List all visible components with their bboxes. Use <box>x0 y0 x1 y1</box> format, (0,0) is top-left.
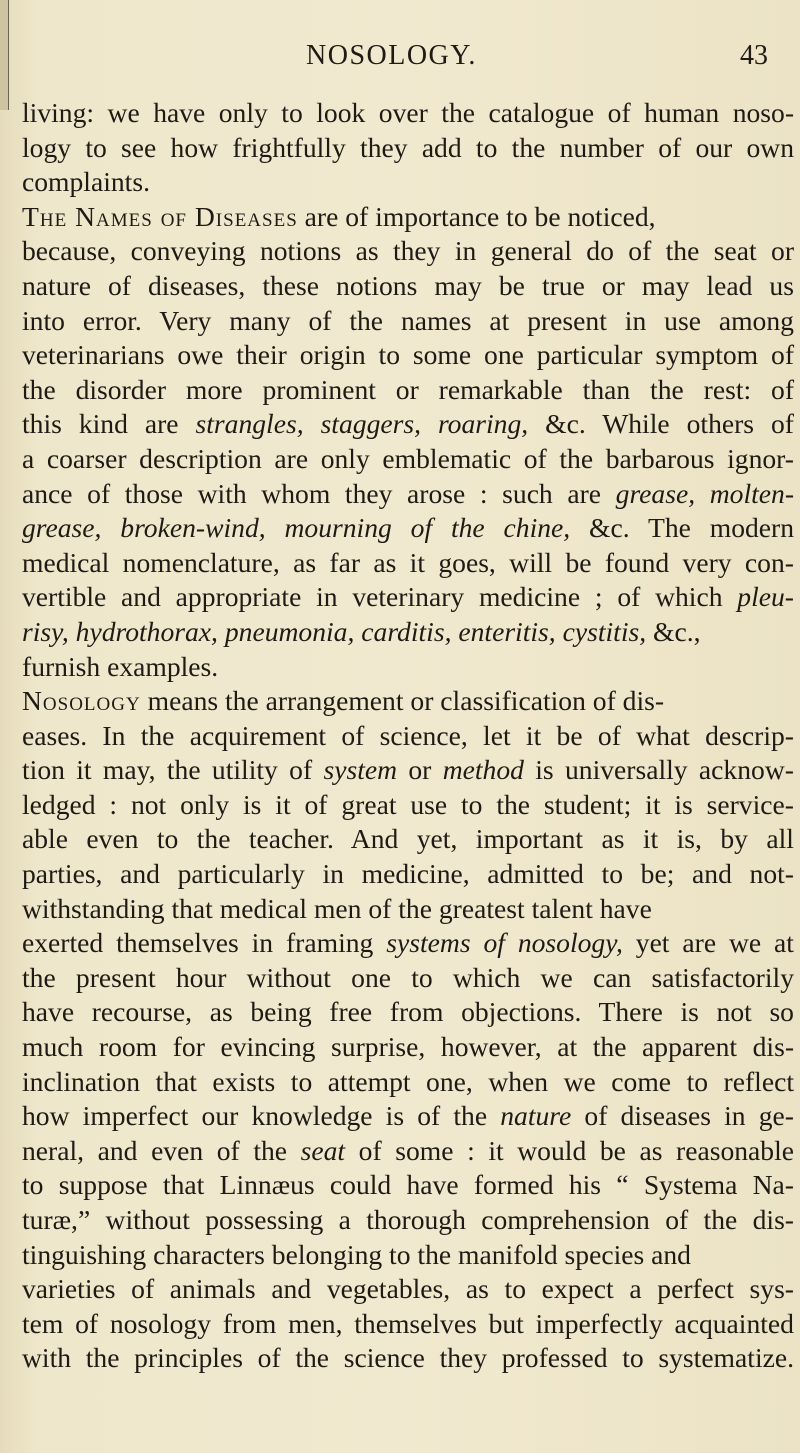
text-run: is universally acknow- <box>523 754 794 786</box>
text-run: furnish examples. <box>22 650 219 682</box>
text-line <box>22 442 798 477</box>
text-line <box>22 719 798 754</box>
italic-text: seat <box>300 1134 346 1166</box>
text-line <box>22 650 798 685</box>
text-run: because, conveying notions as they in general do of the seat or <box>22 235 795 267</box>
text-line <box>22 200 798 235</box>
text-run: tinguishing characters belonging to the manifold species and <box>22 1238 691 1270</box>
text-run: veterinarians owe their origin to some one particular symptom of <box>22 339 795 371</box>
text-line <box>22 684 798 719</box>
small-caps-heading: The Names of Diseases <box>22 200 298 232</box>
text-run: tion it may, the utility of <box>22 754 324 786</box>
text-run: are of importance to be noticed, <box>297 200 656 232</box>
text-line <box>22 857 798 892</box>
text-line <box>22 926 798 961</box>
text-run: this kind are <box>22 408 196 440</box>
text-run: exerted themselves in framing <box>22 927 387 959</box>
text-run: neral, and even of the <box>22 1134 301 1166</box>
text-run: medical nomenclature, as far as it goes, will be found very con- <box>22 546 794 578</box>
text-line <box>22 477 798 512</box>
text-line <box>22 1065 798 1100</box>
text-line <box>22 131 798 166</box>
italic-text: grease, molten- <box>615 477 795 509</box>
text-line <box>22 580 798 615</box>
italic-text: risy, hydrothorax, pneumonia, carditis, enteritis, cystitis, <box>22 615 647 647</box>
text-line <box>22 1168 798 1203</box>
italic-text: pleu- <box>737 581 794 613</box>
text-line <box>22 373 798 408</box>
text-run: parties, and particularly in medicine, admitted to be; and not- <box>22 858 794 890</box>
page-number: 43 <box>740 40 768 71</box>
text-line <box>22 1307 798 1342</box>
text-line <box>22 338 798 373</box>
text-line <box>22 234 798 269</box>
text-run: able even to the teacher. And yet, important as it is, by all <box>22 823 794 855</box>
text-line <box>22 511 798 546</box>
text-run: have recourse, as being free from objections. There is not so <box>22 996 794 1028</box>
text-run: with the principles of the science they professed to systematize. <box>22 1342 794 1374</box>
text-run: living: we have only to look over the catalogue of human noso- <box>22 97 795 128</box>
text-run: the present hour without one to which we can satisfactorily <box>22 961 794 993</box>
running-title: NOSOLOGY. <box>306 40 477 71</box>
text-run: inclination that exists to attempt one, when we come to reflect <box>22 1065 795 1097</box>
text-run: or <box>397 754 443 786</box>
text-run: much room for evincing surprise, however, at the apparent dis- <box>22 1031 795 1063</box>
text-line <box>22 1099 798 1134</box>
text-line <box>22 615 798 650</box>
text-line <box>22 1134 798 1169</box>
italic-text: systems of nosology, <box>386 927 623 959</box>
text-run: means the arrangement or classification of dis- <box>140 685 665 717</box>
small-caps-heading: Nosology <box>22 685 141 717</box>
text-line <box>22 892 798 927</box>
text-line <box>22 995 798 1030</box>
text-run: yet are we at <box>622 927 794 959</box>
text-run: ledged : not only is it of great use to the student; it is service- <box>22 788 794 820</box>
text-run: &c., <box>646 615 701 647</box>
text-run: to suppose that Linnæus could have formed his “ Systema Na- <box>22 1169 794 1201</box>
text-run: the disorder more prominent or remarkable than the rest: of <box>22 373 795 405</box>
text-run: varieties of animals and vegetables, as to expect a perfect sys- <box>22 1273 794 1305</box>
text-line <box>22 1238 798 1273</box>
italic-text: method <box>442 754 524 786</box>
italic-text: grease, broken-wind, mourning of the chine, <box>22 512 571 544</box>
text-line <box>22 822 798 857</box>
text-run: &c. The modern <box>570 512 795 544</box>
text-run: logy to see how frightfully they add to the number of our own <box>22 131 795 163</box>
text-line <box>22 1203 798 1238</box>
text-line <box>22 269 798 304</box>
text-run: ance of those with whom they arose : such are <box>22 477 616 509</box>
text-run: how imperfect our knowledge is of the <box>22 1100 501 1132</box>
text-line <box>22 304 798 339</box>
text-run: tem of nosology from men, themselves but imperfectly acquainted <box>22 1307 794 1339</box>
text-run: a coarser description are only emblematic of the barbarous ignor- <box>22 442 794 474</box>
text-line <box>22 546 798 581</box>
text-line <box>22 753 798 788</box>
running-head <box>0 40 800 80</box>
text-run: of diseases in ge- <box>571 1100 794 1132</box>
text-run: nature of diseases, these notions may be true or may lead us <box>22 269 794 301</box>
text-line <box>22 1272 798 1307</box>
text-line <box>22 96 798 131</box>
text-line <box>22 788 798 823</box>
text-run: into error. Very many of the names at present in use among <box>22 304 794 336</box>
text-line <box>22 407 798 442</box>
text-run: eases. In the acquirement of science, let it be of what descrip- <box>22 719 794 751</box>
text-run: turæ,” without possessing a thorough comprehension of the dis- <box>22 1204 794 1235</box>
text-run: complaints. <box>22 166 150 198</box>
text-line <box>22 1030 798 1065</box>
italic-text: nature <box>500 1100 572 1132</box>
italic-text: strangles, staggers, roaring, <box>195 408 529 440</box>
text-line <box>22 961 798 996</box>
text-run: withstanding that medical men of the greatest talent have <box>22 892 652 924</box>
text-run: vertible and appropriate in veterinary medicine ; of which <box>22 581 738 613</box>
text-line <box>22 165 798 200</box>
text-run: of some : it would be as reasonable <box>345 1134 795 1166</box>
italic-text: system <box>323 754 398 786</box>
text-line <box>22 1341 798 1376</box>
text-run: &c. While others of <box>528 408 794 440</box>
body-text <box>22 96 798 1376</box>
